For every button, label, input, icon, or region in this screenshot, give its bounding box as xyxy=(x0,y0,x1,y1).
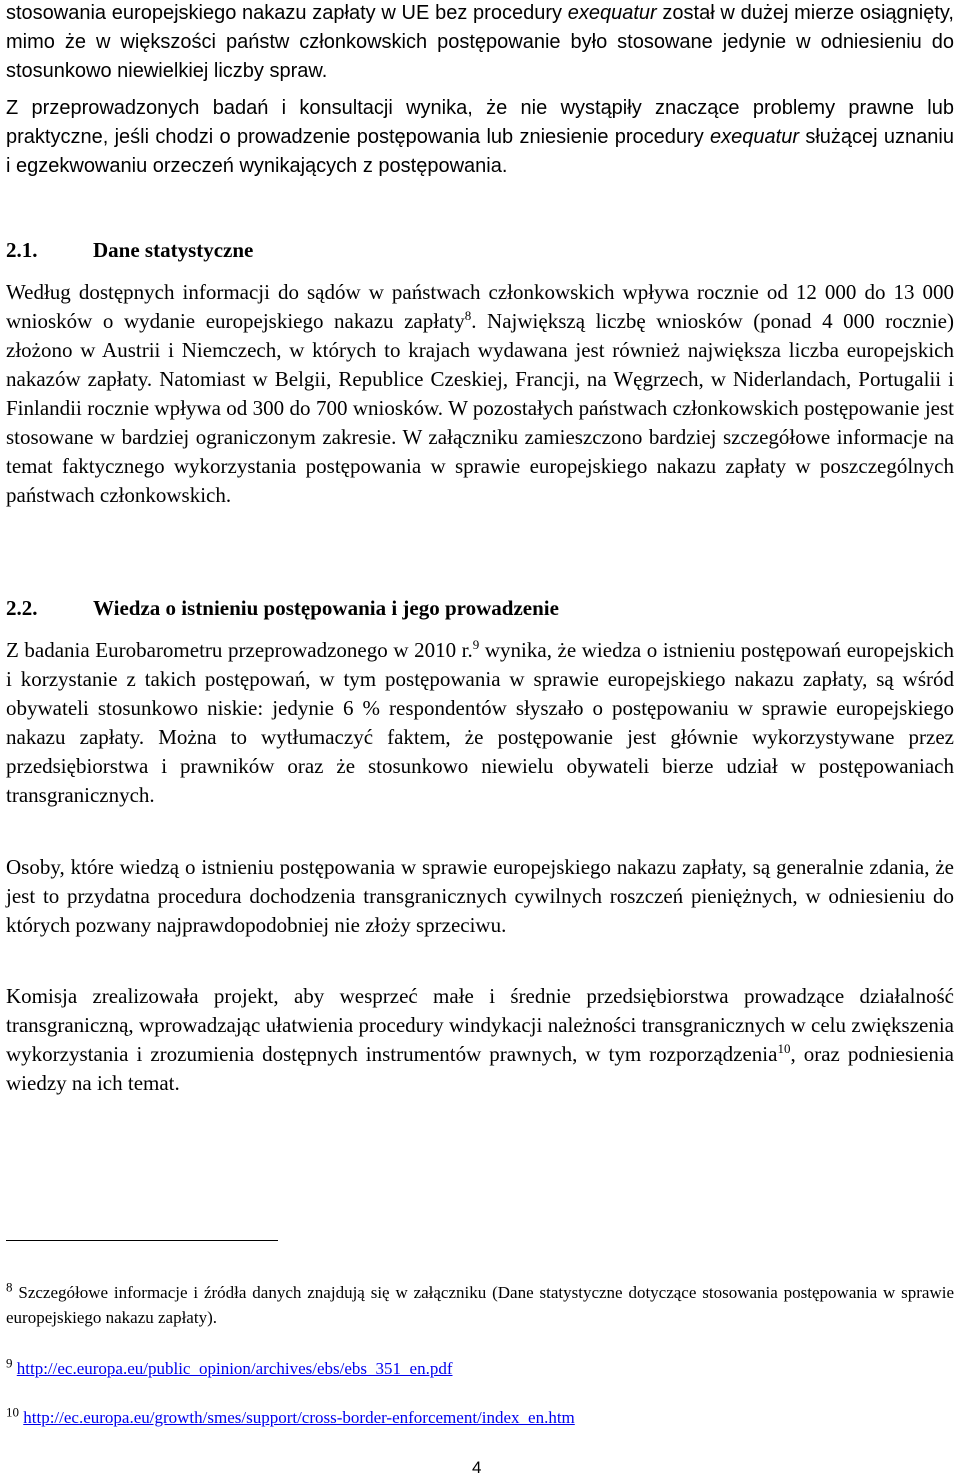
footnote-link[interactable]: http://ec.europa.eu/growth/smes/support/cross-border-enforcement/index_en.htm xyxy=(23,1408,575,1427)
section-number: 2.1. xyxy=(6,238,38,262)
section-title: Wiedza o istnieniu postępowania i jego prowadzenie xyxy=(93,596,559,620)
footnote-link[interactable]: http://ec.europa.eu/public_opinion/archives/ebs/ebs_351_en.pdf xyxy=(16,1359,453,1378)
footnote-10 xyxy=(6,1405,954,1430)
section-title: Dane statystyczne xyxy=(93,238,254,262)
footnote-number: 9 xyxy=(6,1355,13,1371)
section-heading-2-2 xyxy=(6,596,559,621)
paragraph-eurobarometer: Z badania Eurobarometru przeprowadzonego w 2010 r.$^9$ wynika, że wiedza o istnieniu postępowań europejskich i korzystanie z takich postępowań, w tym postępowania w sprawie europejskiego nakazu zapłaty, są wśród obywateli stosunkowo niskie: jedynie 6 % respondentów słyszało o postępowaniu w sprawie europejskiego nakazu zapłaty. Można to wytłumaczyć faktem, że postępowanie jest głównie wykorzystywane przez przedsiębiorstwa i prawników oraz że stosunkowo niewielu obywateli bierze udział w postępowaniach transgranicznych. xyxy=(6,637,955,807)
italic-term: exequatur xyxy=(710,126,800,148)
section-heading-2-1 xyxy=(6,238,253,263)
footnote-9 xyxy=(6,1356,954,1381)
paragraph-intro: stosowania europejskiego nakazu zapłaty w UE bez procedury exequatur został w dużej mierze osiągnięty, mimo że w większości państw członkowskich postępowanie było stosowane jedynie w odniesieniu do stosunkowo niewielkiej liczby spraw. xyxy=(6,2,954,82)
paragraph-awareness: Osoby, które wiedzą o istnieniu postępowania w sprawie europejskiego nakazu zapłaty, są generalnie zdania, że jest to przydatna procedura dochodzenia transgranicznych cywilnych roszczeń pieniężnych, w odniesieniu do których pozwany najprawdopodobniej nie złoży sprzeciwu. xyxy=(6,855,954,937)
footnote-number: 8 xyxy=(6,1279,13,1295)
paragraph-statistics: Według dostępnych informacji do sądów w państwach członkowskich wpływa rocznie od 12 000 do 13 000 wniosków o wydanie europejskiego nakazu zapłaty$^8$. Największą liczbę wniosków (ponad 4 000 rocznie) złożono w Austrii i Niemczech, w których to krajach wydawana jest również największa liczba europejskich nakazów zapłaty. Natomiast w Belgii, Republice Czeskiej, Francji, na Węgrzech, w Niderlandach, Portugalii i Finlandii rocznie wpływa od 300 do 700 wniosków. W pozostałych państwach członkowskich postępowanie jest stosowane w bardziej ograniczonym zakresie. W załączniku zamieszczono bardziej szczegółowe informacje na temat faktycznego wykorzystania postępowania w sprawie europejskiego nakazu zapłaty w poszczególnych państwach członkowskich. xyxy=(6,280,954,507)
footnote-number: 10 xyxy=(6,1404,19,1420)
footnote-ref-10[interactable]: 10 xyxy=(777,1041,791,1056)
paragraph-commission: Komisja zrealizowała projekt, aby wesprzeć małe i średnie przedsiębiorstwa prowadzące działalność transgraniczną, wprowadzając ułatwienia procedury windykacji należności transgranicznych w celu zwiększenia wykorzystania i zrozumienia dostępnych instrumentów prawnych, w tym rozporządzenia$^{10}$, oraz podniesienia wiedzy na ich temat. xyxy=(6,984,954,1095)
italic-term: exequatur xyxy=(567,2,657,24)
footnote-8: $^8$ Szczegółowe informacje i źródła danych znajdują się w załączniku (Dane statystyczne dotyczące stosowania postępowania w sprawie europejskiego nakazu zapłaty). xyxy=(6,1279,954,1327)
paragraph-consultation: Z przeprowadzonych badań i konsultacji wynika, że nie wystąpiły znaczące problemy prawne lub praktyczne, jeśli chodzi o prowadzenie postępowania lub zniesienie procedury exequatur służącej uznaniu i egzekwowaniu orzeczeń wynikających z postępowania. xyxy=(6,97,954,177)
footnote-ref-8[interactable]: 8 xyxy=(464,308,472,323)
section-number: 2.2. xyxy=(6,596,38,620)
footnote-ref-9[interactable]: 9 xyxy=(472,637,480,652)
page-number: 4 xyxy=(472,1458,482,1477)
footnote-separator xyxy=(6,1240,278,1241)
